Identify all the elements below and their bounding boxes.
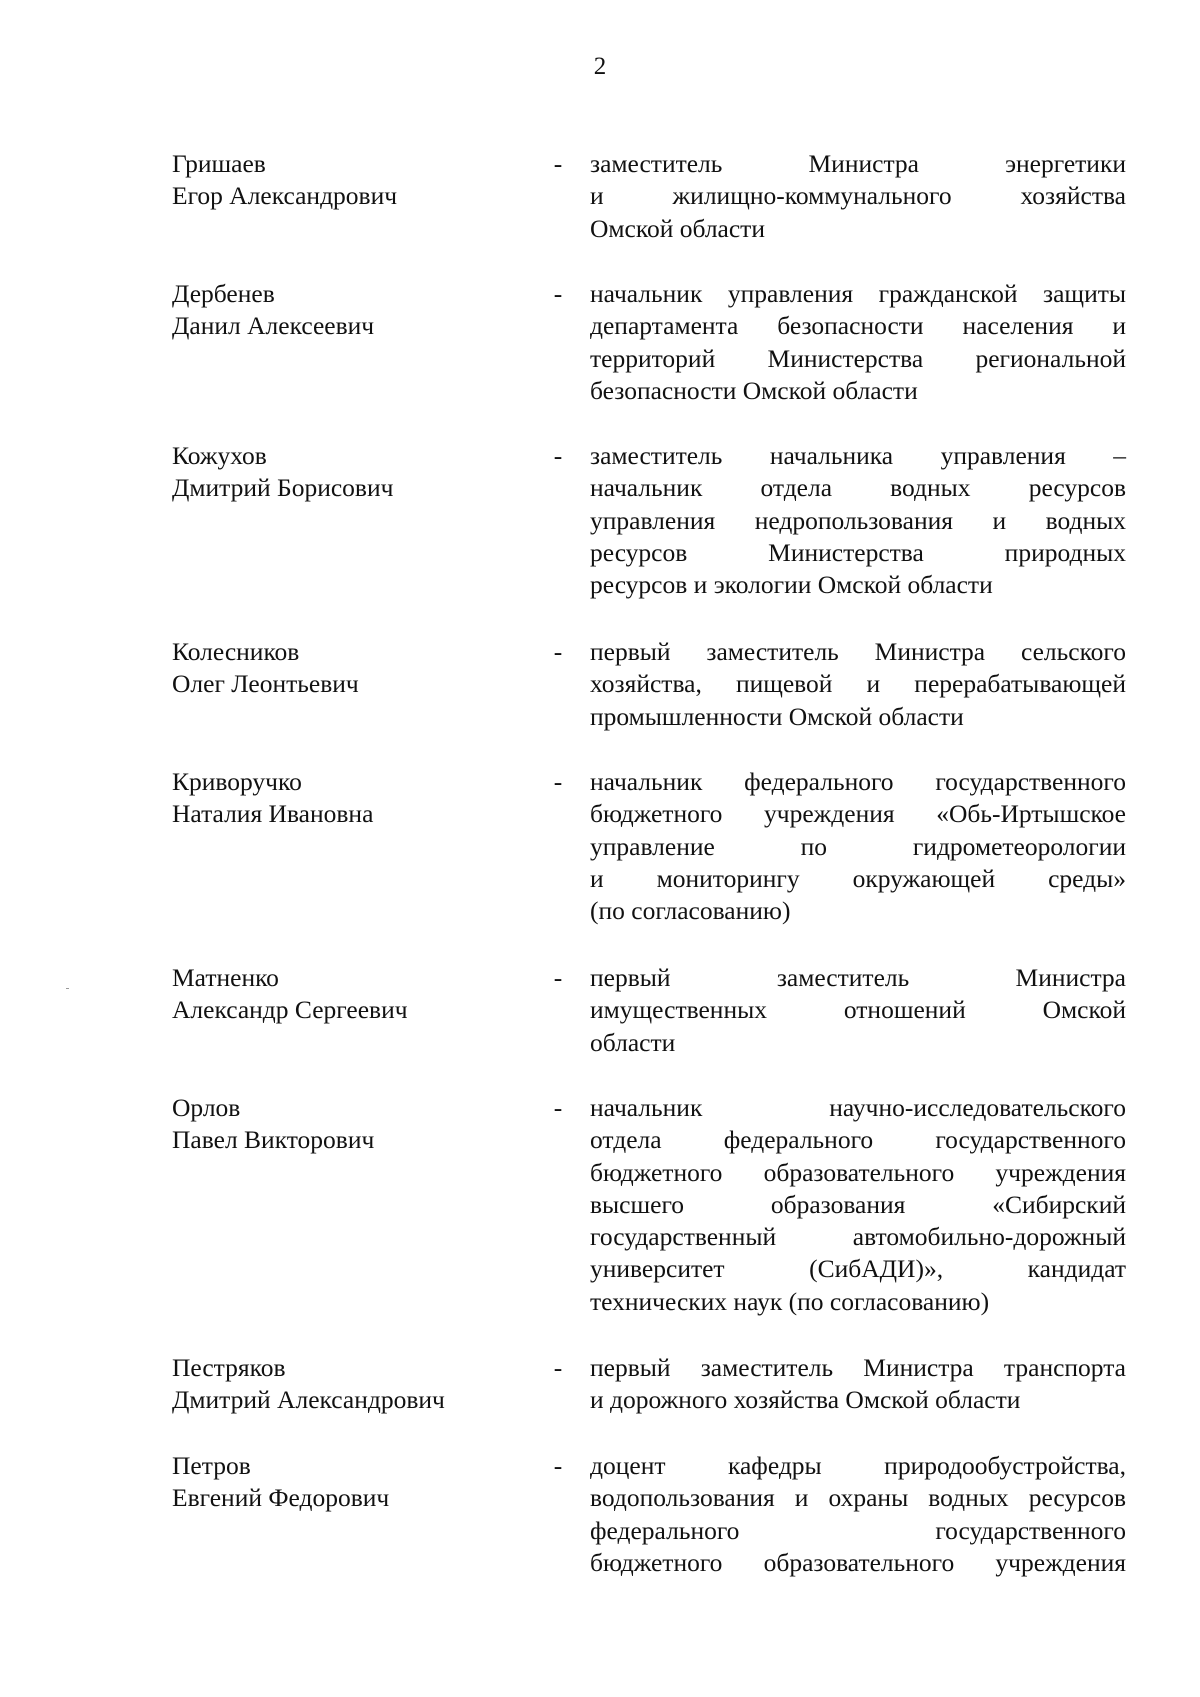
position-line: управление по гидрометеорологии <box>590 831 1126 861</box>
position-line: университет (СибАДИ)», кандидат <box>590 1254 1126 1284</box>
member-given-names: Дмитрий Александрович <box>172 1385 445 1415</box>
position-line: Омской области <box>590 213 765 243</box>
separator-dash: - <box>553 279 563 308</box>
position-line: отдела федерального государственного <box>590 1125 1126 1155</box>
position-line: хозяйства, пищевой и перерабатывающей <box>590 669 1126 699</box>
position-line: и мониторингу окружающей среды» <box>590 863 1126 893</box>
member-given-names: Данил Алексеевич <box>172 311 375 341</box>
member-given-names: Павел Викторович <box>172 1125 375 1155</box>
position-line: первый заместитель Министра транспорта <box>590 1353 1126 1382</box>
member-surname: Петров <box>172 1451 251 1480</box>
position-line: высшего образования «Сибирский <box>590 1189 1126 1219</box>
position-line: первый заместитель Министра <box>590 963 1126 992</box>
member-name <box>172 440 542 505</box>
position-line: начальник управления гражданской защиты <box>590 279 1126 308</box>
member-position <box>590 148 1126 245</box>
member-given-names: Дмитрий Борисович <box>172 473 394 503</box>
position-line: доцент кафедры природообустройства, <box>590 1451 1126 1480</box>
separator-dash: - <box>553 767 563 796</box>
position-line: начальник отдела водных ресурсов <box>590 473 1126 503</box>
position-line: первый заместитель Министра сельского <box>590 637 1126 666</box>
position-line: ресурсов Министерства природных <box>590 537 1126 567</box>
position-line: ресурсов и экологии Омской области <box>590 570 993 600</box>
member-name <box>172 148 542 213</box>
position-line: бюджетного образовательного учреждения <box>590 1157 1126 1187</box>
separator-dash: - <box>553 637 563 666</box>
position-line: начальник федерального государственного <box>590 767 1126 796</box>
position-line: безопасности Омской области <box>590 375 918 405</box>
member-position <box>590 962 1126 1059</box>
position-line: (по согласованию) <box>590 896 791 926</box>
position-line: области <box>590 1027 676 1057</box>
position-line: федерального государственного <box>590 1515 1126 1545</box>
member-position <box>590 440 1126 601</box>
position-line: территорий Министерства региональной <box>590 343 1126 373</box>
separator-dash: - <box>553 149 563 178</box>
member-position <box>590 636 1126 733</box>
member-position <box>590 1450 1126 1579</box>
member-given-names: Олег Леонтьевич <box>172 669 359 699</box>
member-surname: Гришаев <box>172 149 266 178</box>
member-surname: Дербенев <box>172 279 275 308</box>
member-name <box>172 278 542 343</box>
separator-dash: - <box>553 441 563 470</box>
member-surname: Пестряков <box>172 1353 286 1382</box>
separator-dash: - <box>553 1451 563 1480</box>
member-given-names: Александр Сергеевич <box>172 995 408 1025</box>
position-line: департамента безопасности населения и <box>590 311 1126 341</box>
separator-dash: - <box>553 963 563 992</box>
position-line: и дорожного хозяйства Омской области <box>590 1385 1021 1415</box>
member-given-names: Егор Александрович <box>172 181 398 211</box>
member-position <box>590 278 1126 407</box>
scan-speck <box>66 988 69 989</box>
member-surname: Матненко <box>172 963 279 992</box>
separator-dash: - <box>553 1353 563 1382</box>
member-given-names: Наталия Ивановна <box>172 799 374 829</box>
position-line: и жилищно-коммунального хозяйства <box>590 181 1126 211</box>
member-position <box>590 1352 1126 1417</box>
position-line: промышленности Омской области <box>590 701 964 731</box>
member-position <box>590 1092 1126 1318</box>
member-name <box>172 962 542 1027</box>
member-surname: Орлов <box>172 1093 241 1122</box>
member-position <box>590 766 1126 927</box>
member-surname: Кожухов <box>172 441 267 470</box>
position-line: бюджетного учреждения «Обь-Иртышское <box>590 799 1126 829</box>
member-surname: Колесников <box>172 637 300 666</box>
position-line: водопользования и охраны водных ресурсов <box>590 1483 1126 1513</box>
position-line: заместитель Министра энергетики <box>590 149 1126 178</box>
member-given-names: Евгений Федорович <box>172 1483 390 1513</box>
member-name <box>172 1450 542 1515</box>
member-surname: Криворучко <box>172 767 302 796</box>
position-line: управления недропользования и водных <box>590 505 1126 535</box>
member-name <box>172 636 542 701</box>
position-line: заместитель начальника управления – <box>590 441 1126 470</box>
position-line: начальник научно-исследовательского <box>590 1093 1126 1122</box>
member-name <box>172 766 542 831</box>
page-number: 2 <box>593 53 607 80</box>
position-line: имущественных отношений Омской <box>590 995 1126 1025</box>
member-name <box>172 1352 542 1417</box>
position-line: государственный автомобильно-дорожный <box>590 1222 1126 1252</box>
position-line: бюджетного образовательного учреждения <box>590 1547 1126 1577</box>
position-line: технических наук (по согласованию) <box>590 1286 990 1316</box>
separator-dash: - <box>553 1093 563 1122</box>
member-name <box>172 1092 542 1157</box>
